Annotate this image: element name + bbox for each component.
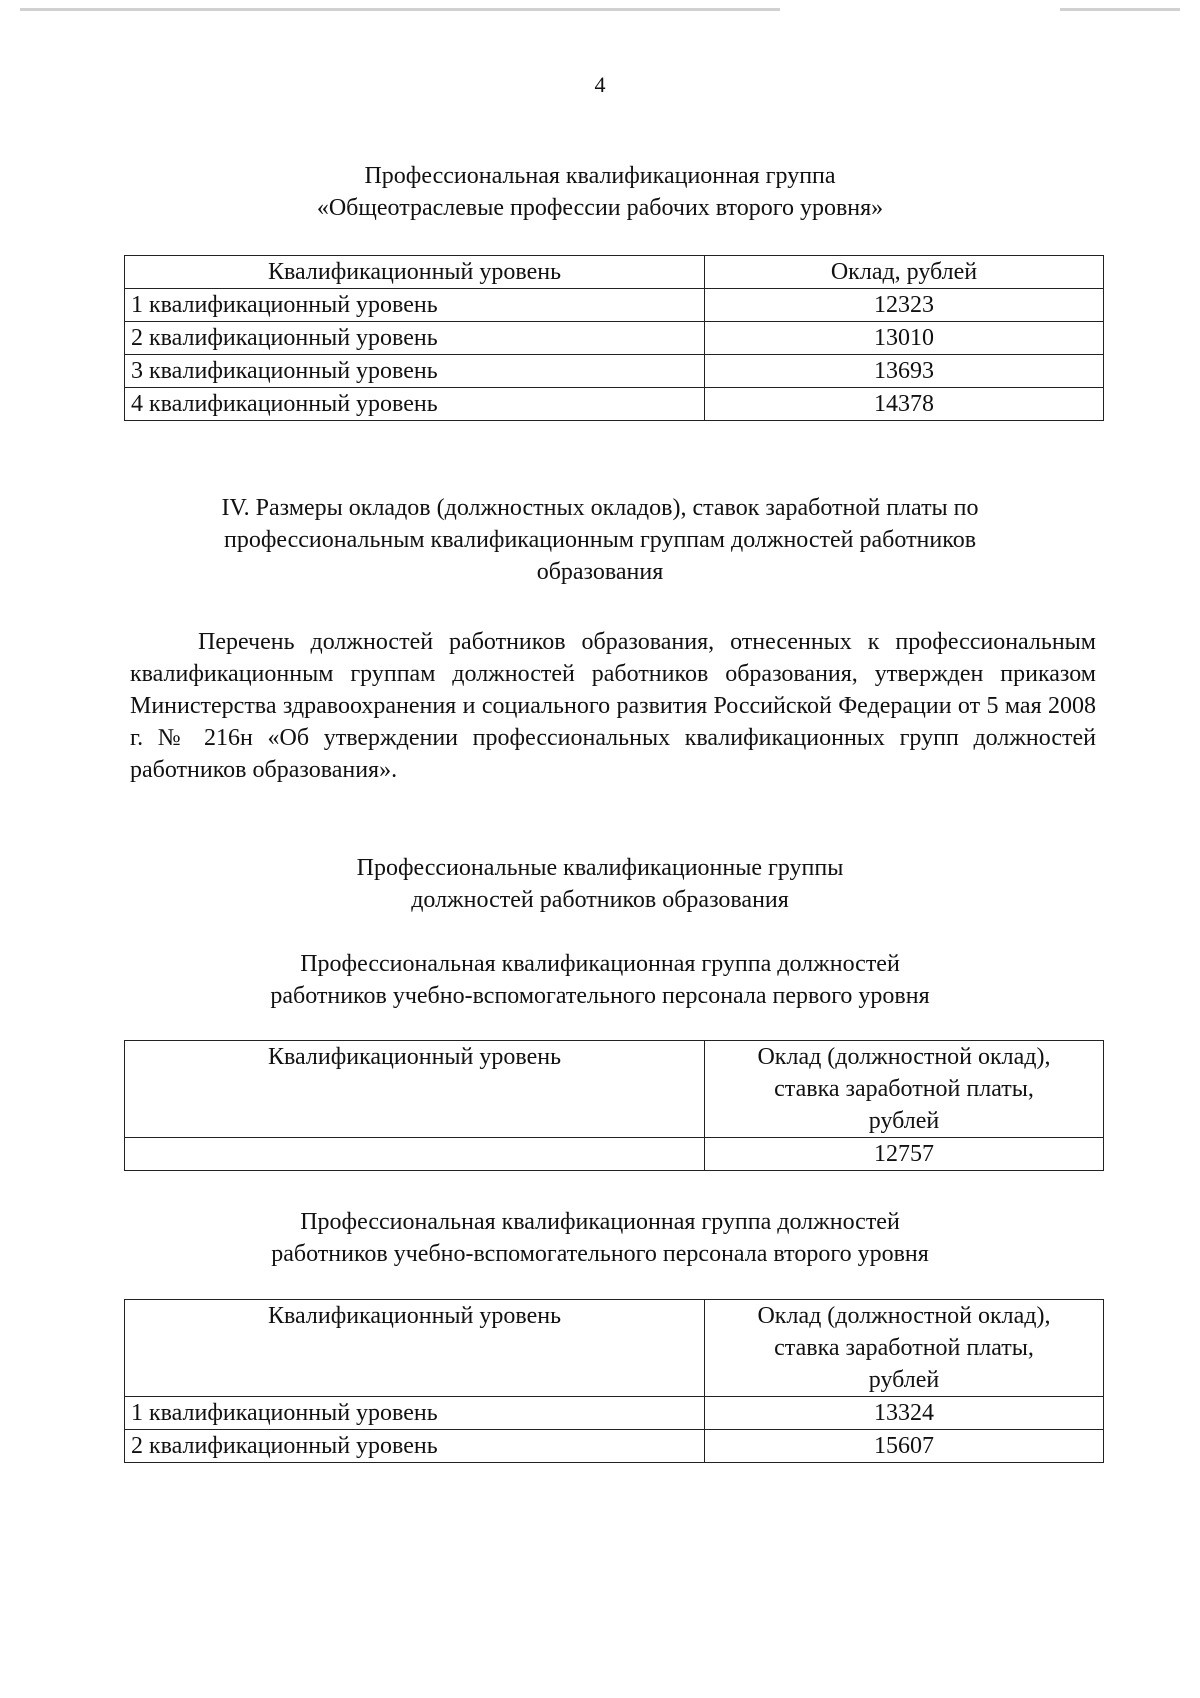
table-header-row	[125, 256, 1104, 289]
section-iv-title	[0, 492, 1200, 588]
subtitle-line: Профессиональные квалификационные группы	[356, 855, 844, 881]
pkg-workers-2-table	[124, 255, 1104, 421]
column-header-salary-line: рублей	[868, 1367, 940, 1393]
heading-line: работников учебно-вспомогательного персонала второго уровня	[271, 1241, 929, 1267]
column-header-level: Квалификационный уровень	[125, 1041, 705, 1138]
salary-cell: 13693	[705, 355, 1104, 388]
salary-cell: 13010	[705, 322, 1104, 355]
table-header-row	[125, 1300, 1104, 1397]
column-header-salary-line: Оклад (должностной оклад),	[757, 1044, 1051, 1070]
pkg-support-2-heading	[0, 1206, 1200, 1270]
level-cell	[125, 1138, 705, 1171]
level-cell: 4 квалификационный уровень	[125, 388, 705, 421]
table-header-row	[125, 1041, 1104, 1138]
column-header-salary-line: Оклад (должностной оклад),	[757, 1303, 1051, 1329]
table-row	[125, 355, 1104, 388]
column-header-salary-line: ставка заработной платы,	[774, 1335, 1034, 1361]
page-number: 4	[594, 72, 606, 97]
column-header-salary-line: рублей	[868, 1108, 940, 1134]
heading-line: «Общеотраслевые профессии рабочих второго уровня»	[316, 195, 884, 221]
heading-line: Профессиональная квалификационная группа	[364, 163, 836, 189]
column-header-salary	[705, 1300, 1104, 1397]
salary-cell: 15607	[705, 1430, 1104, 1463]
subtitle-line: должностей работников образования	[411, 887, 789, 913]
level-cell: 2 квалификационный уровень	[125, 1430, 705, 1463]
column-header-level: Квалификационный уровень	[125, 256, 705, 289]
heading-line: работников учебно-вспомогательного персонала первого уровня	[270, 983, 930, 1009]
heading-line: Профессиональная квалификационная группа должностей	[300, 951, 900, 977]
scan-artifact-left	[20, 8, 780, 11]
table-row	[125, 388, 1104, 421]
pkg-support-1-heading	[0, 948, 1200, 1012]
pkg-workers-2-heading	[0, 160, 1200, 224]
column-header-salary-line: ставка заработной платы,	[774, 1076, 1034, 1102]
scan-artifact-right	[1060, 8, 1180, 11]
column-header-salary: Оклад, рублей	[705, 256, 1104, 289]
table-row	[125, 289, 1104, 322]
level-cell: 2 квалификационный уровень	[125, 322, 705, 355]
table-row	[125, 1397, 1104, 1430]
table-row	[125, 1138, 1104, 1171]
column-header-level: Квалификационный уровень	[125, 1300, 705, 1397]
level-cell: 1 квалификационный уровень	[125, 289, 705, 322]
section-iv-subtitle	[0, 852, 1200, 916]
salary-cell: 12323	[705, 289, 1104, 322]
salary-cell: 14378	[705, 388, 1104, 421]
salary-cell: 13324	[705, 1397, 1104, 1430]
salary-cell: 12757	[705, 1138, 1104, 1171]
title-line: образования	[536, 559, 664, 585]
level-cell: 1 квалификационный уровень	[125, 1397, 705, 1430]
pkg-support-2-table	[124, 1299, 1104, 1463]
pkg-support-1-table	[124, 1040, 1104, 1171]
heading-line: Профессиональная квалификационная группа должностей	[300, 1209, 900, 1235]
title-line: профессиональным квалификационным группам должностей работников	[223, 527, 977, 553]
level-cell: 3 квалификационный уровень	[125, 355, 705, 388]
title-line: IV. Размеры окладов (должностных окладов), ставок заработной платы по	[221, 495, 979, 521]
column-header-salary	[705, 1041, 1104, 1138]
table-row	[125, 1430, 1104, 1463]
section-iv-paragraph: Перечень должностей работников образования, отнесенных к профессиональным квалификационным группам должностей работников образования, утвержден приказом Министерства здравоохранения и социального развития Российской Федерации от 5 мая 2008 г. № 216н «Об утверждении профессиональных квалификационных групп должностей работников образования».	[130, 629, 1096, 783]
table-row	[125, 322, 1104, 355]
